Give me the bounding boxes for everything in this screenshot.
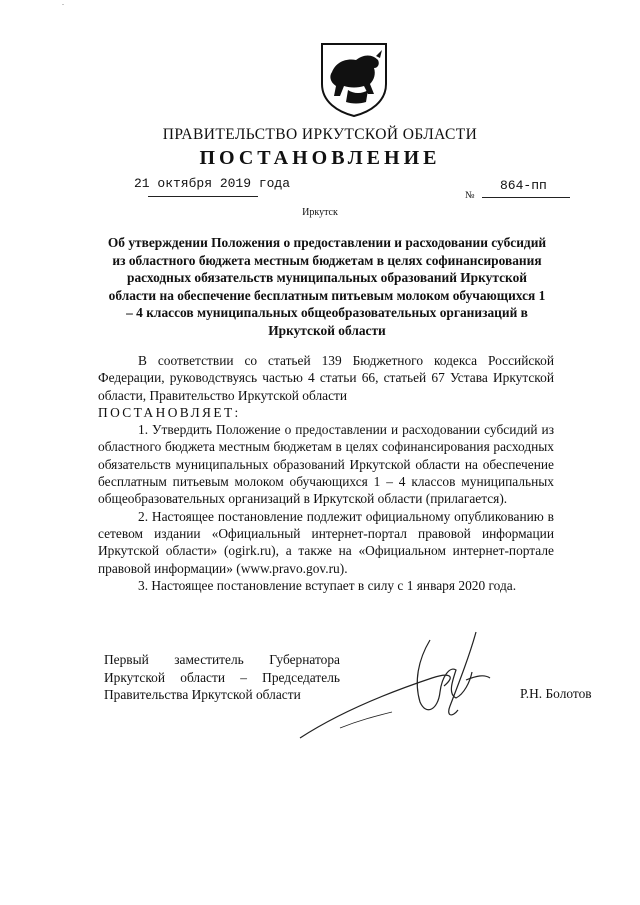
date-underline [148,196,258,197]
decrees-heading: ПОСТАНОВЛЯЕТ: [98,404,241,420]
signatory-name: Р.Н. Болотов [520,686,592,701]
document-body [98,352,554,594]
corner-mark: - [62,2,64,8]
item-2-paragraph: 2. Настоящее постановление подлежит официальному опубликованию в сетевом издании «Официальный интернет-портал правовой информации Иркутской области» (ogirk.ru), а также на «Официальном интернет-портале правовой информации» (www.pravo.gov.ru). [98,508,554,576]
item-3-paragraph: 3. Настоящее постановление вступает в силу с 1 января 2020 года. [138,577,517,593]
government-name: ПРАВИТЕЛЬСТВО ИРКУТСКОЙ ОБЛАСТИ [162,126,478,143]
document-number: 864-пп [500,178,547,193]
position-line: Правительства Иркутской области [104,687,301,702]
city: Иркутск [302,207,338,218]
document-title: Об утверждении Положения о предоставлении и расходовании субсидий из областного бюджета местным бюджетам в целях софинансирования расходных обязательств муниципальных образований Иркутской области на обеспечение бесплатным питьевым молоком обучающихся 1 – 4 классов муниципальных общеобразовательных организаций в Иркутской области [107,235,547,338]
preamble-paragraph: В соответствии со статьей 139 Бюджетного кодекса Российской Федерации, руководствуясь частью 4 статьи 66, статьей 67 Устава Иркутской области, Правительство Иркутской области [98,353,554,403]
handwritten-signature [280,620,510,760]
irkutsk-coat-of-arms-icon [318,40,390,118]
position-line: Иркутской области – Председатель [104,669,340,685]
number-sign: № [465,190,475,201]
item-1-paragraph: 1. Утвердить Положение о предоставлении и расходовании субсидий из областного бюджета местным бюджетам в целях софинансирования расходных обязательств муниципальных образований Иркутской области на обеспечение бесплатным питьевым молоком обучающихся 1 – 4 классов муниципальных общеобразовательных организаций в Иркутской области (прилагается). [98,422,554,507]
number-underline [482,197,570,198]
position-line: Первый заместитель Губернатора [104,652,340,667]
document-date: 21 октября 2019 года [134,176,291,191]
document-type: ПОСТАНОВЛЕНИЕ [199,147,441,169]
